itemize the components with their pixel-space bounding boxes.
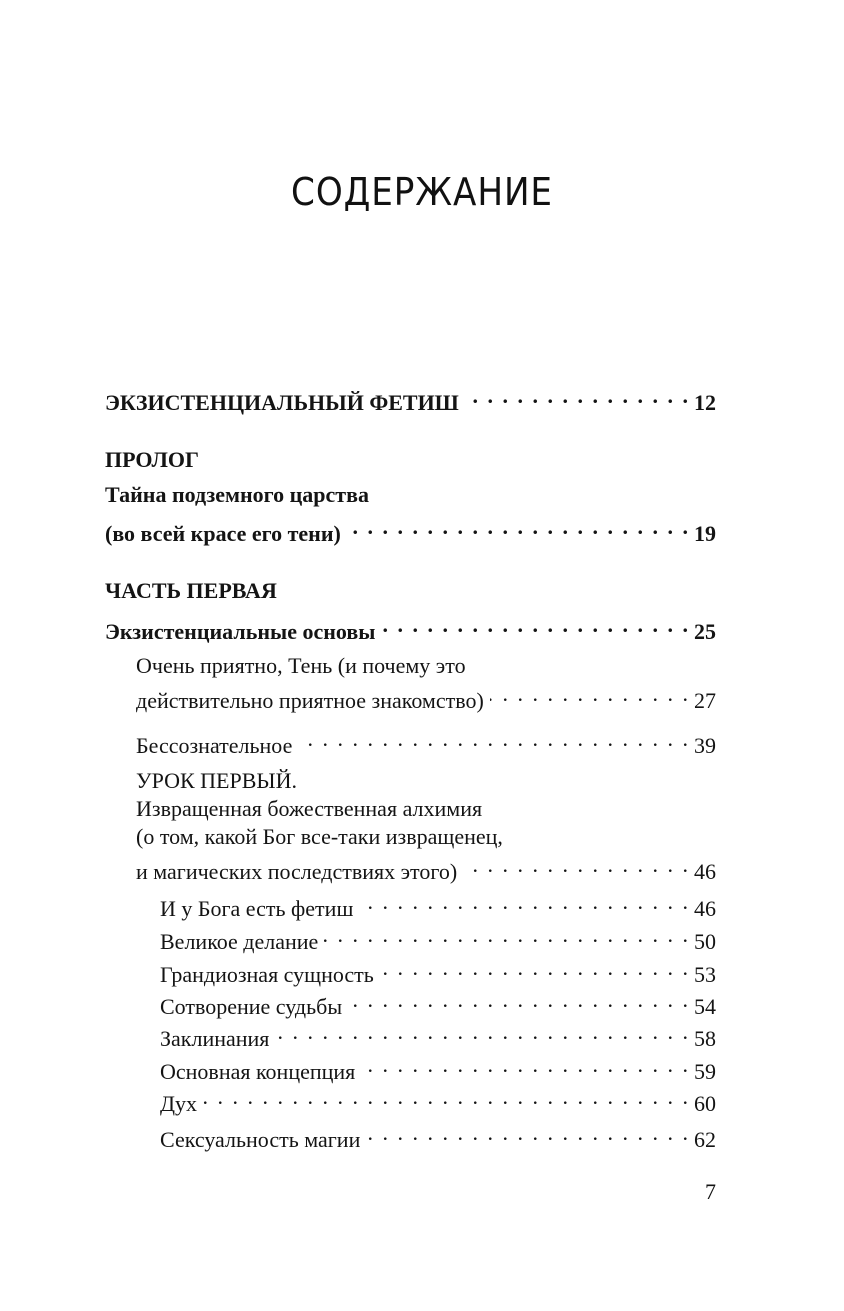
page-title: СОДЕРЖАНИЕ <box>291 170 553 214</box>
toc-entry-page: 54 <box>694 994 716 1019</box>
toc-entry[interactable] <box>136 851 716 886</box>
dot-leader <box>348 986 690 1014</box>
toc-entry-label: Заклинания <box>160 1026 270 1051</box>
toc-entry-page: 59 <box>694 1059 716 1084</box>
section-heading: ПРОЛОГ <box>105 447 199 472</box>
toc-entry-label: (во всей красе его тени) <box>105 521 341 546</box>
toc-entry[interactable] <box>160 1018 716 1053</box>
toc-entry[interactable] <box>105 513 716 548</box>
toc-entry[interactable] <box>160 921 716 956</box>
toc-entry-page: 27 <box>694 688 716 713</box>
page-number: 7 <box>705 1179 716 1204</box>
dot-leader <box>380 954 690 982</box>
toc-entry[interactable] <box>160 888 716 923</box>
toc-entry-label: Бессознательное <box>136 733 293 758</box>
toc-entry-page: 19 <box>694 521 716 546</box>
toc-entry-page: 53 <box>694 962 716 987</box>
toc-entry[interactable] <box>105 611 716 646</box>
toc-entry[interactable] <box>105 382 716 417</box>
toc-entry-page: 60 <box>694 1091 716 1116</box>
toc-entry[interactable] <box>160 954 716 989</box>
dot-leader <box>490 680 690 708</box>
toc-entry-label: Сотворение судьбы <box>160 994 343 1019</box>
toc-entry-label: Великое делание <box>160 929 319 954</box>
dot-leader <box>465 382 690 410</box>
toc-entry-label: Дух <box>160 1091 198 1116</box>
dot-leader <box>366 1119 690 1147</box>
toc-entry-label: Экзистенциальные основы <box>105 619 376 644</box>
dot-leader <box>347 513 690 541</box>
toc-entry-line: Тайна подземного царства <box>105 482 369 507</box>
toc-entry[interactable] <box>136 725 716 760</box>
toc-entry-line: (о том, какой Бог все-таки извращенец, <box>136 824 503 849</box>
toc-entry-page: 46 <box>694 859 716 884</box>
toc-entry-page: 50 <box>694 929 716 954</box>
toc-entry-label: ЭКЗИСТЕНЦИАЛЬНЫЙ ФЕТИШ <box>105 390 459 415</box>
dot-leader <box>324 921 690 949</box>
dot-leader <box>359 888 690 916</box>
section-heading: ЧАСТЬ ПЕРВАЯ <box>105 578 277 603</box>
dot-leader <box>298 725 690 753</box>
dot-leader <box>361 1051 690 1079</box>
toc-entry-label: Грандиозная сущность <box>160 962 374 987</box>
dot-leader <box>463 851 690 879</box>
dot-leader <box>381 611 690 639</box>
toc-entry-line: Извращенная божественная алхимия <box>136 796 483 821</box>
toc-entry-page: 12 <box>694 390 716 415</box>
toc-entry-label: И у Бога есть фетиш <box>160 896 354 921</box>
toc-entry-label: Сексуальность магии <box>160 1127 361 1152</box>
toc-entry[interactable] <box>160 1119 716 1154</box>
dot-leader <box>203 1083 690 1111</box>
toc-entry[interactable] <box>160 1083 716 1118</box>
dot-leader <box>275 1018 690 1046</box>
toc-entry[interactable] <box>160 1051 716 1086</box>
toc-entry-line: Очень приятно, Тень (и почему это <box>136 653 466 678</box>
toc-entry[interactable] <box>160 986 716 1021</box>
toc-entry-page: 25 <box>694 619 716 644</box>
toc-entry-page: 62 <box>694 1127 716 1152</box>
lesson-heading: УРОК ПЕРВЫЙ. <box>136 768 297 793</box>
toc-entry-page: 58 <box>694 1026 716 1051</box>
toc-entry[interactable] <box>136 680 716 715</box>
toc-entry-page: 39 <box>694 733 716 758</box>
toc-entry-label: действительно приятное знакомство) <box>136 688 484 713</box>
toc-entry-label: и магических последствиях этого) <box>136 859 458 884</box>
toc-entry-page: 46 <box>694 896 716 921</box>
toc-entry-label: Основная концепция <box>160 1059 356 1084</box>
